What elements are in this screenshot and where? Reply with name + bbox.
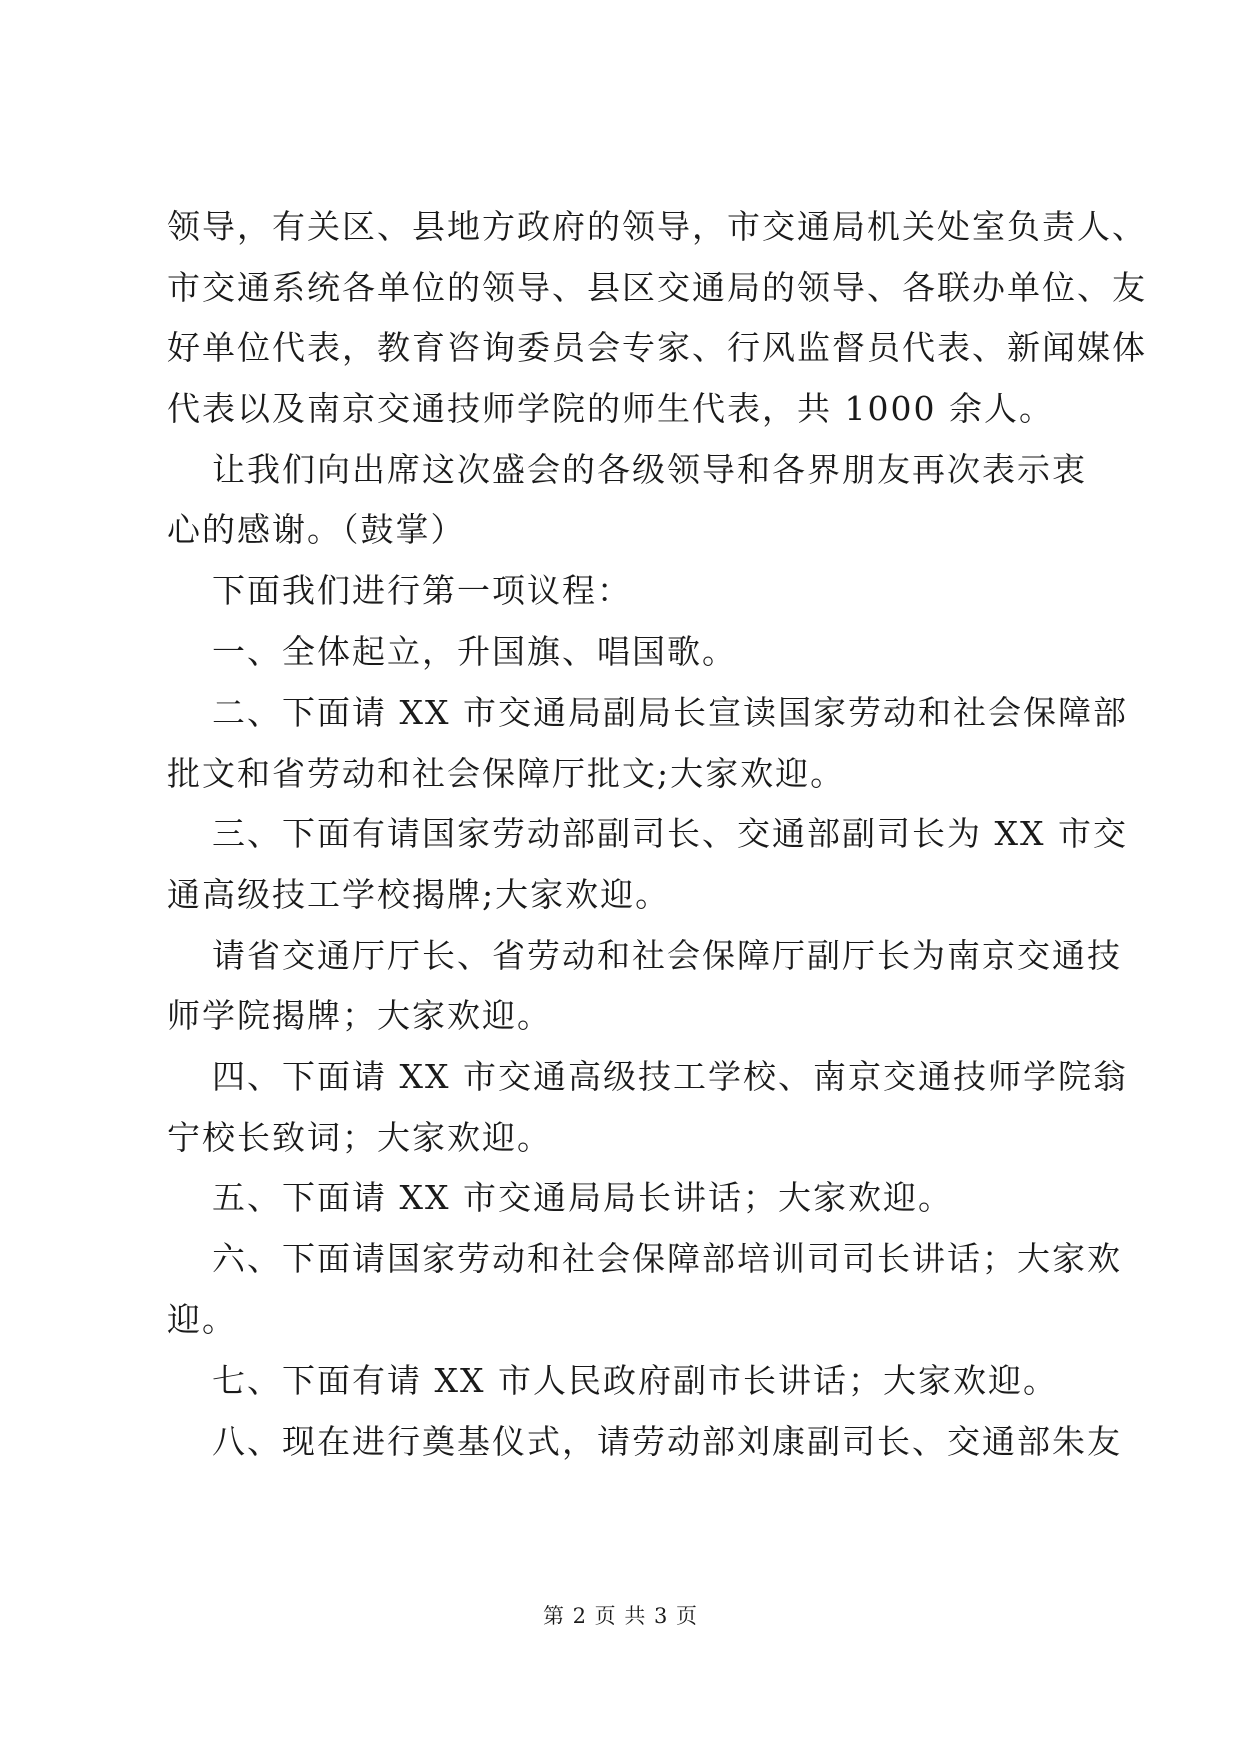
paragraph-first-line: 五、下面请 XX 市交通局局长讲话；大家欢迎。: [212, 1178, 953, 1217]
body-text-line: 迎。: [167, 1300, 237, 1339]
paragraph-first-line: 八、现在进行奠基仪式，请劳动部刘康副司长、交通部朱友: [212, 1422, 1122, 1461]
body-text-line: 领导，有关区、县地方政府的领导，市交通局机关处室负责人、: [167, 207, 1147, 246]
paragraph-first-line: 七、下面有请 XX 市人民政府副市长讲话；大家欢迎。: [212, 1361, 1058, 1400]
paragraph-first-line: 请省交通厅厅长、省劳动和社会保障厅副厅长为南京交通技: [212, 936, 1122, 975]
body-text-line: 代表以及南京交通技师学院的师生代表，共 1000 余人。: [167, 389, 1054, 428]
paragraph-first-line: 六、下面请国家劳动和社会保障部培训司司长讲话；大家欢: [212, 1239, 1122, 1278]
body-text-line: 心的感谢。（鼓掌）: [167, 510, 466, 549]
body-text-line: 市交通系统各单位的领导、县区交通局的领导、各联办单位、友: [167, 268, 1147, 307]
body-text-line: 批文和省劳动和社会保障厅批文;大家欢迎。: [167, 754, 846, 793]
paragraph-first-line: 三、下面有请国家劳动部副司长、交通部副司长为 XX 市交: [212, 814, 1128, 853]
page-number-footer: 第 2 页 共 3 页: [542, 1604, 699, 1628]
paragraph-first-line: 让我们向出席这次盛会的各级领导和各界朋友再次表示衷: [212, 450, 1087, 489]
paragraph-first-line: 下面我们进行第一项议程：: [212, 571, 632, 610]
body-text-line: 通高级技工学校揭牌;大家欢迎。: [167, 875, 671, 914]
body-text-line: 宁校长致词；大家欢迎。: [167, 1118, 552, 1157]
body-text-line: 师学院揭牌；大家欢迎。: [167, 996, 552, 1035]
paragraph-first-line: 一、全体起立，升国旗、唱国歌。: [212, 632, 737, 671]
body-text-line: 好单位代表，教育咨询委员会专家、行风监督员代表、新闻媒体: [167, 328, 1147, 367]
paragraph-first-line: 四、下面请 XX 市交通高级技工学校、南京交通技师学院翁: [212, 1057, 1128, 1096]
paragraph-first-line: 二、下面请 XX 市交通局副局长宣读国家劳动和社会保障部: [212, 693, 1128, 732]
